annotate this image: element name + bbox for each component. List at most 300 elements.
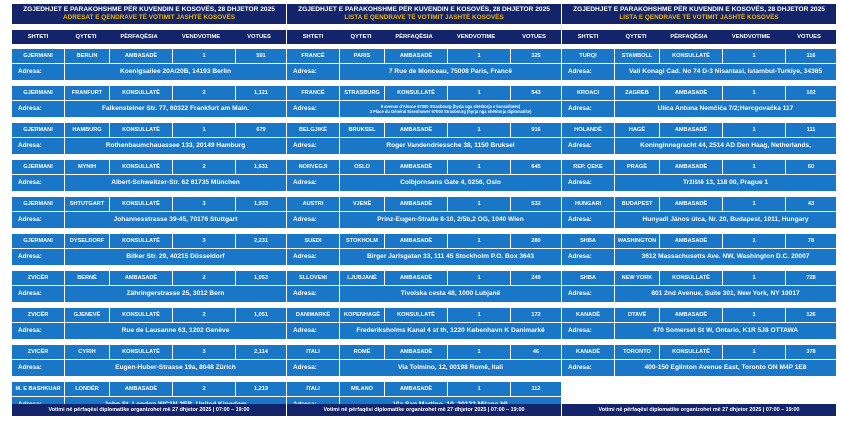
voters-cell: 1,051 <box>236 308 286 322</box>
country-cell: GJERMANI <box>12 197 64 211</box>
stations-cell: 1 <box>723 123 785 137</box>
header-voters: VOTUES <box>247 33 271 40</box>
city-cell: HAMBURG <box>65 123 109 137</box>
stations-cell: 3 <box>173 234 235 248</box>
list-item <box>562 49 836 80</box>
voters-cell: 1,121 <box>236 86 286 100</box>
city-cell: DYSELDORF <box>65 234 109 248</box>
address-label: Adresa: <box>12 249 64 265</box>
address-row <box>562 286 836 302</box>
list-item <box>12 49 286 80</box>
representation-cell: AMBASADË <box>385 382 447 396</box>
representation-cell: AMBASADË <box>110 49 172 63</box>
address-label: Adresa: <box>562 323 614 339</box>
city-cell: BERNË <box>65 271 109 285</box>
table-row <box>287 308 561 322</box>
address-value: Bilker Str. 29, 40215 Düsseldorf <box>65 249 286 265</box>
address-value: Ulica Antuna Nemčića 7/2;Hercgovačka 117 <box>615 101 836 117</box>
representation-cell: KONSULLATË <box>110 345 172 359</box>
representation-cell: AMBASADË <box>660 308 722 322</box>
address-value: Tržiště 13, 118 00, Prague 1 <box>615 175 836 191</box>
address-label: Adresa: <box>287 286 339 302</box>
country-cell: ZVICËR <box>12 271 64 285</box>
list-item <box>12 308 286 339</box>
stations-cell: 2 <box>173 271 235 285</box>
stations-cell: 1 <box>448 197 510 211</box>
stations-cell: 1 <box>448 123 510 137</box>
country-cell: HOLANDË <box>562 123 614 137</box>
voters-cell: 645 <box>511 160 561 174</box>
city-cell: VJENË <box>340 197 384 211</box>
address-row <box>562 64 836 80</box>
table-row <box>562 160 836 174</box>
table-row <box>287 86 561 100</box>
representation-cell: KONSULLATË <box>110 123 172 137</box>
address-label: Adresa: <box>12 212 64 228</box>
country-cell: SLLOVENI <box>287 271 339 285</box>
table-row <box>287 160 561 174</box>
country-cell: TURQI <box>562 49 614 63</box>
city-cell: BRUKSEL <box>340 123 384 137</box>
voters-cell: 1,219 <box>236 382 286 396</box>
city-cell: CYRIH <box>65 345 109 359</box>
list-item <box>287 345 561 376</box>
address-value: Eugen-Huber-Strasse 19a, 8048 Zürich <box>65 360 286 376</box>
voters-cell: 2,114 <box>236 345 286 359</box>
list-item <box>287 308 561 339</box>
country-cell: FRANCË <box>287 49 339 63</box>
address-label: Adresa: <box>562 101 614 117</box>
voters-cell: 249 <box>511 271 561 285</box>
city-cell: BERLIN <box>65 49 109 63</box>
header-voters: VOTUES <box>522 33 546 40</box>
address-value: Zähringerstrasse 25, 3012 Bern <box>65 286 286 302</box>
address-label: Adresa: <box>562 138 614 154</box>
city-cell: STOKHOLM <box>340 234 384 248</box>
table-header <box>287 30 561 44</box>
address-row <box>287 138 561 154</box>
list-item <box>287 271 561 302</box>
voters-cell: 378 <box>786 345 836 359</box>
city-cell: ZAGREB <box>615 86 659 100</box>
entries-list <box>12 49 286 413</box>
list-item <box>562 86 836 117</box>
footer-note: Votimi në përfaqësi diplomatike organizohet më 27 dhjetor 2025 | 07:00 – 19:00 <box>562 404 836 416</box>
header-city: QYTETI <box>75 33 97 40</box>
list-item <box>12 271 286 302</box>
address-label: Adresa: <box>562 360 614 376</box>
country-cell: GJERMANI <box>12 234 64 248</box>
country-cell: ITALI <box>287 382 339 396</box>
address-label: Adresa: <box>287 323 339 339</box>
table-header <box>12 30 286 44</box>
representation-cell: AMBASADË <box>660 197 722 211</box>
country-cell: GJERMANI <box>12 123 64 137</box>
election-title: ZGJEDHJET E PARAKOHSHME PËR KUVENDIN E KOSOVËS, 28 DHJETOR 2025 <box>298 6 550 13</box>
address-row <box>287 360 561 376</box>
table-row <box>562 308 836 322</box>
address-row <box>562 323 836 339</box>
address-row <box>12 249 286 265</box>
address-value: Johannesstrasse 39-45, 70176 Stuttgart <box>65 212 286 228</box>
representation-cell: AMBASADË <box>385 271 447 285</box>
address-value: Tivolska cesta 48, 1000 Lubjanë <box>340 286 561 302</box>
table-row <box>12 197 286 211</box>
country-cell: M. E BASHKUAR <box>12 382 64 396</box>
address-value: Falkensteiner Str. 77, 60322 Frankfurt am Main. <box>65 101 286 117</box>
address-label: Adresa: <box>562 64 614 80</box>
country-cell: NORVEGJI <box>287 160 339 174</box>
address-row <box>287 175 561 191</box>
address-label: Adresa: <box>287 360 339 376</box>
address-value: Rothenbaumchauassee 133, 20149 Hamburg <box>65 138 286 154</box>
voters-cell: 111 <box>786 123 836 137</box>
header-country: SHTETI <box>577 33 599 40</box>
address-label: Adresa: <box>287 138 339 154</box>
list-item <box>12 86 286 117</box>
address-row <box>12 175 286 191</box>
voters-cell: 43 <box>786 197 836 211</box>
representation-cell: KONSULLATË <box>385 86 447 100</box>
address-value: Prinz-Eugen-Straße 8-10, 2/5b,2 OG, 1040 Wien <box>340 212 561 228</box>
header-polling-stations: VENDVOTIME <box>731 33 771 40</box>
stations-cell: 2 <box>173 86 235 100</box>
stations-cell: 1 <box>173 123 235 137</box>
voters-cell: 728 <box>786 271 836 285</box>
panel-subtitle: ADRESAT E QENDRAVE TË VOTIMIT JASHTË KOSOVËS <box>63 13 235 21</box>
table-row <box>12 382 286 396</box>
city-cell: WASHINGTON <box>615 234 659 248</box>
representation-cell: AMBASADË <box>110 271 172 285</box>
address-label: Adresa: <box>562 212 614 228</box>
city-cell: FRANFURT <box>65 86 109 100</box>
table-row <box>12 123 286 137</box>
panel-3 <box>562 4 836 422</box>
list-item <box>562 197 836 228</box>
representation-cell: KONSULLATË <box>385 308 447 322</box>
panel-2 <box>287 4 561 422</box>
list-item <box>12 234 286 265</box>
city-cell: PRAGË <box>615 160 659 174</box>
address-label: Adresa: <box>562 249 614 265</box>
representation-cell: KONSULLATË <box>110 86 172 100</box>
representation-cell: KONSULLATË <box>660 345 722 359</box>
voters-cell: 116 <box>786 49 836 63</box>
representation-cell: AMBASADË <box>385 197 447 211</box>
voters-cell: 1,631 <box>236 160 286 174</box>
address-label: Adresa: <box>12 101 64 117</box>
voters-cell: 172 <box>511 308 561 322</box>
list-item <box>562 160 836 191</box>
address-row <box>12 64 286 80</box>
stations-cell: 1 <box>723 271 785 285</box>
voters-cell: 543 <box>511 86 561 100</box>
table-row <box>562 86 836 100</box>
stations-cell: 1 <box>448 160 510 174</box>
representation-cell: AMBASADË <box>385 49 447 63</box>
address-row <box>12 212 286 228</box>
country-cell: KROACI <box>562 86 614 100</box>
address-value: Albert-Schweitzer-Str. 62 81735 München <box>65 175 286 191</box>
representation-cell: AMBASADË <box>110 382 172 396</box>
stations-cell: 1 <box>723 160 785 174</box>
list-item <box>287 160 561 191</box>
address-line: 3 Place du Général Eisenhower 67000 Strasbourg (hyrja nga shëtitorja diplomatike) <box>369 108 532 114</box>
address-label: Adresa: <box>12 286 64 302</box>
representation-cell: AMBASADË <box>385 234 447 248</box>
list-item <box>12 123 286 154</box>
address-label: Adresa: <box>287 101 339 117</box>
panel-1 <box>12 4 286 422</box>
election-title: ZGJEDHJET E PARAKOHSHME PËR KUVENDIN E KOSOVËS, 28 DHJETOR 2025 <box>573 6 825 13</box>
panel-title <box>562 4 836 24</box>
list-item <box>287 86 561 117</box>
address-value <box>340 101 561 117</box>
header-representation: PËRFAQËSIA <box>120 33 158 40</box>
address-row <box>287 286 561 302</box>
country-cell: BELGJIKË <box>287 123 339 137</box>
representation-cell: AMBASADË <box>385 160 447 174</box>
table-row <box>287 197 561 211</box>
list-item <box>562 271 836 302</box>
entries-list <box>287 49 561 413</box>
country-cell: GJERMANI <box>12 49 64 63</box>
address-value: Koninginnegracht 44, 2514 AD Den Haag, Netherlands, <box>615 138 836 154</box>
table-row <box>12 86 286 100</box>
city-cell: HAGË <box>615 123 659 137</box>
address-value: 801 2nd Avenue, Suite 301, New York, NY 10017 <box>615 286 836 302</box>
address-value: Via Tolmino, 12, 00198 Romë, Itali <box>340 360 561 376</box>
voters-cell: 1,053 <box>236 271 286 285</box>
country-cell: SHBA <box>562 271 614 285</box>
address-row <box>562 101 836 117</box>
country-cell: GJERMANI <box>12 86 64 100</box>
header-voters: VOTUES <box>797 33 821 40</box>
address-row <box>12 286 286 302</box>
address-value: Hunyadi János útca, Nr. 20, Budapest, 1011, Hungary <box>615 212 836 228</box>
address-row <box>562 138 836 154</box>
table-row <box>12 160 286 174</box>
city-cell: BUDAPEST <box>615 197 659 211</box>
table-row <box>287 49 561 63</box>
country-cell: DANIMARKË <box>287 308 339 322</box>
header-polling-stations: VENDVOTIME <box>181 33 221 40</box>
representation-cell: KONSULLATË <box>660 271 722 285</box>
representation-cell: AMBASADË <box>385 123 447 137</box>
voters-cell: 112 <box>511 382 561 396</box>
city-cell: STRASBURG <box>340 86 384 100</box>
stations-cell: 2 <box>173 308 235 322</box>
country-cell: ZVICËR <box>12 345 64 359</box>
table-row <box>562 123 836 137</box>
address-row <box>562 360 836 376</box>
header-representation: PËRFAQËSIA <box>395 33 433 40</box>
list-item <box>12 345 286 376</box>
country-cell: ITALI <box>287 345 339 359</box>
city-cell: LONDËR <box>65 382 109 396</box>
panel-subtitle: LISTA E QENDRAVE TË VOTIMIT JASHTË KOSOVËS <box>344 13 504 21</box>
city-cell: NEW YORK <box>615 271 659 285</box>
list-item <box>562 123 836 154</box>
address-value: Koenigsallee 20A/20B, 14193 Berlin <box>65 64 286 80</box>
list-item <box>287 123 561 154</box>
voters-cell: 126 <box>786 308 836 322</box>
voters-cell: 679 <box>236 123 286 137</box>
address-row <box>287 323 561 339</box>
stations-cell: 1 <box>448 86 510 100</box>
representation-cell: KONSULLATË <box>110 160 172 174</box>
stations-cell: 1 <box>448 271 510 285</box>
stations-cell: 1 <box>448 308 510 322</box>
city-cell: STAMBOLL <box>615 49 659 63</box>
city-cell: OSLO <box>340 160 384 174</box>
header-representation: PËRFAQËSIA <box>670 33 708 40</box>
country-cell: KANADË <box>562 345 614 359</box>
country-cell: SUEDI <box>287 234 339 248</box>
panel-subtitle: LISTA E QENDRAVE TË VOTIMIT JASHTË KOSOVËS <box>619 13 779 21</box>
address-label: Adresa: <box>287 64 339 80</box>
stations-cell: 1 <box>723 345 785 359</box>
address-line: 8 avenue d'Alsace 67000 Strasbourg (hyrja nga shëtitorja e konsullatës) <box>380 103 521 109</box>
address-label: Adresa: <box>287 175 339 191</box>
country-cell: ZVICËR <box>12 308 64 322</box>
address-label: Adresa: <box>12 360 64 376</box>
stations-cell: 1 <box>723 234 785 248</box>
address-row <box>12 360 286 376</box>
stations-cell: 1 <box>173 49 235 63</box>
country-cell: KANADË <box>562 308 614 322</box>
voters-cell: 916 <box>511 123 561 137</box>
table-row <box>12 271 286 285</box>
representation-cell: KONSULLATË <box>110 197 172 211</box>
table-row <box>287 345 561 359</box>
address-label: Adresa: <box>287 249 339 265</box>
stations-cell: 1 <box>448 382 510 396</box>
footer-note: Votimi në përfaqësi diplomatike organizohet më 27 dhjetor 2025 | 07:00 – 19:00 <box>12 404 286 416</box>
city-cell: MYNIH <box>65 160 109 174</box>
voters-cell: 591 <box>236 49 286 63</box>
representation-cell: AMBASADË <box>660 160 722 174</box>
header-country: SHTETI <box>302 33 324 40</box>
list-item <box>562 234 836 265</box>
stations-cell: 1 <box>723 308 785 322</box>
representation-cell: AMBASADË <box>385 345 447 359</box>
address-label: Adresa: <box>562 286 614 302</box>
voters-cell: 325 <box>511 49 561 63</box>
city-cell: KOPENHAGË <box>340 308 384 322</box>
list-item <box>12 160 286 191</box>
representation-cell: AMBASADË <box>660 86 722 100</box>
voters-cell: 1,933 <box>236 197 286 211</box>
table-row <box>12 345 286 359</box>
address-value: 470 Somerset St W, Ontario, K1R 5J8 OTTAWA <box>615 323 836 339</box>
address-row <box>562 249 836 265</box>
stations-cell: 1 <box>448 345 510 359</box>
table-row <box>12 308 286 322</box>
city-cell: TORONTO <box>615 345 659 359</box>
address-row <box>12 323 286 339</box>
stations-cell: 1 <box>723 49 785 63</box>
country-cell: REP. ÇEKE <box>562 160 614 174</box>
city-cell: SHTUTGART <box>65 197 109 211</box>
stations-cell: 3 <box>173 345 235 359</box>
list-item <box>562 308 836 339</box>
stations-cell: 2 <box>173 160 235 174</box>
table-row <box>287 382 561 396</box>
address-label: Adresa: <box>12 175 64 191</box>
address-row <box>562 175 836 191</box>
list-item <box>287 49 561 80</box>
list-item <box>12 197 286 228</box>
address-label: Adresa: <box>287 212 339 228</box>
address-label: Adresa: <box>12 64 64 80</box>
voters-cell: 2,231 <box>236 234 286 248</box>
table-row <box>287 271 561 285</box>
address-value: Birger Jarlsgatan 33, 111 45 Stockholm P.O. Box 3643 <box>340 249 561 265</box>
voters-cell: 60 <box>786 160 836 174</box>
representation-cell: KONSULLATË <box>110 308 172 322</box>
table-row <box>562 197 836 211</box>
stations-cell: 1 <box>448 49 510 63</box>
voters-cell: 78 <box>786 234 836 248</box>
city-cell: OTAVË <box>615 308 659 322</box>
stations-cell: 2 <box>173 382 235 396</box>
panel-title <box>12 4 286 24</box>
table-row <box>562 345 836 359</box>
city-cell: GJENEVË <box>65 308 109 322</box>
voters-cell: 532 <box>511 197 561 211</box>
stations-cell: 1 <box>723 197 785 211</box>
stations-cell: 1 <box>448 234 510 248</box>
footer-note: Votimi në përfaqësi diplomatike organizohet më 27 dhjetor 2025 | 07:00 – 19:00 <box>287 404 561 416</box>
voters-cell: 46 <box>511 345 561 359</box>
representation-cell: AMBASADË <box>660 123 722 137</box>
table-row <box>12 49 286 63</box>
address-row <box>287 64 561 80</box>
address-value: 3612 Massachusetts Ave. NW, Washington D.C. 20007 <box>615 249 836 265</box>
country-cell: FRANCË <box>287 86 339 100</box>
address-value: Colbjornsens Gate 4, 0256, Oslo <box>340 175 561 191</box>
country-cell: HUNGARI <box>562 197 614 211</box>
voters-cell: 280 <box>511 234 561 248</box>
table-row <box>12 234 286 248</box>
header-city: QYTETI <box>350 33 372 40</box>
table-row <box>287 234 561 248</box>
stations-cell: 3 <box>173 197 235 211</box>
address-label: Adresa: <box>562 175 614 191</box>
address-value: Vali Konagi Cad. No 74 D-3 Nisantasi, Istambul-Turkiye, 34365 <box>615 64 836 80</box>
address-row <box>562 212 836 228</box>
voters-cell: 102 <box>786 86 836 100</box>
address-label: Adresa: <box>12 138 64 154</box>
table-row <box>562 234 836 248</box>
address-value: 400-150 Eglinton Avenue East, Toronto ON M4P 1E8 <box>615 360 836 376</box>
address-value: Roger Vandendriessche 38, 1150 Bruksel <box>340 138 561 154</box>
address-label: Adresa: <box>12 323 64 339</box>
representation-cell: KONSULLATË <box>660 49 722 63</box>
city-cell: PARIS <box>340 49 384 63</box>
header-city: QYTETI <box>625 33 647 40</box>
address-row <box>12 138 286 154</box>
city-cell: LJUBJANË <box>340 271 384 285</box>
city-cell: ROMË <box>340 345 384 359</box>
address-value: Frederiksholms Kanal 4 st th, 1220 København K Danimarkë <box>340 323 561 339</box>
table-header <box>562 30 836 44</box>
representation-cell: KONSULLATË <box>110 234 172 248</box>
stations-cell: 1 <box>723 86 785 100</box>
city-cell: MILANO <box>340 382 384 396</box>
country-cell: GJERMANI <box>12 160 64 174</box>
